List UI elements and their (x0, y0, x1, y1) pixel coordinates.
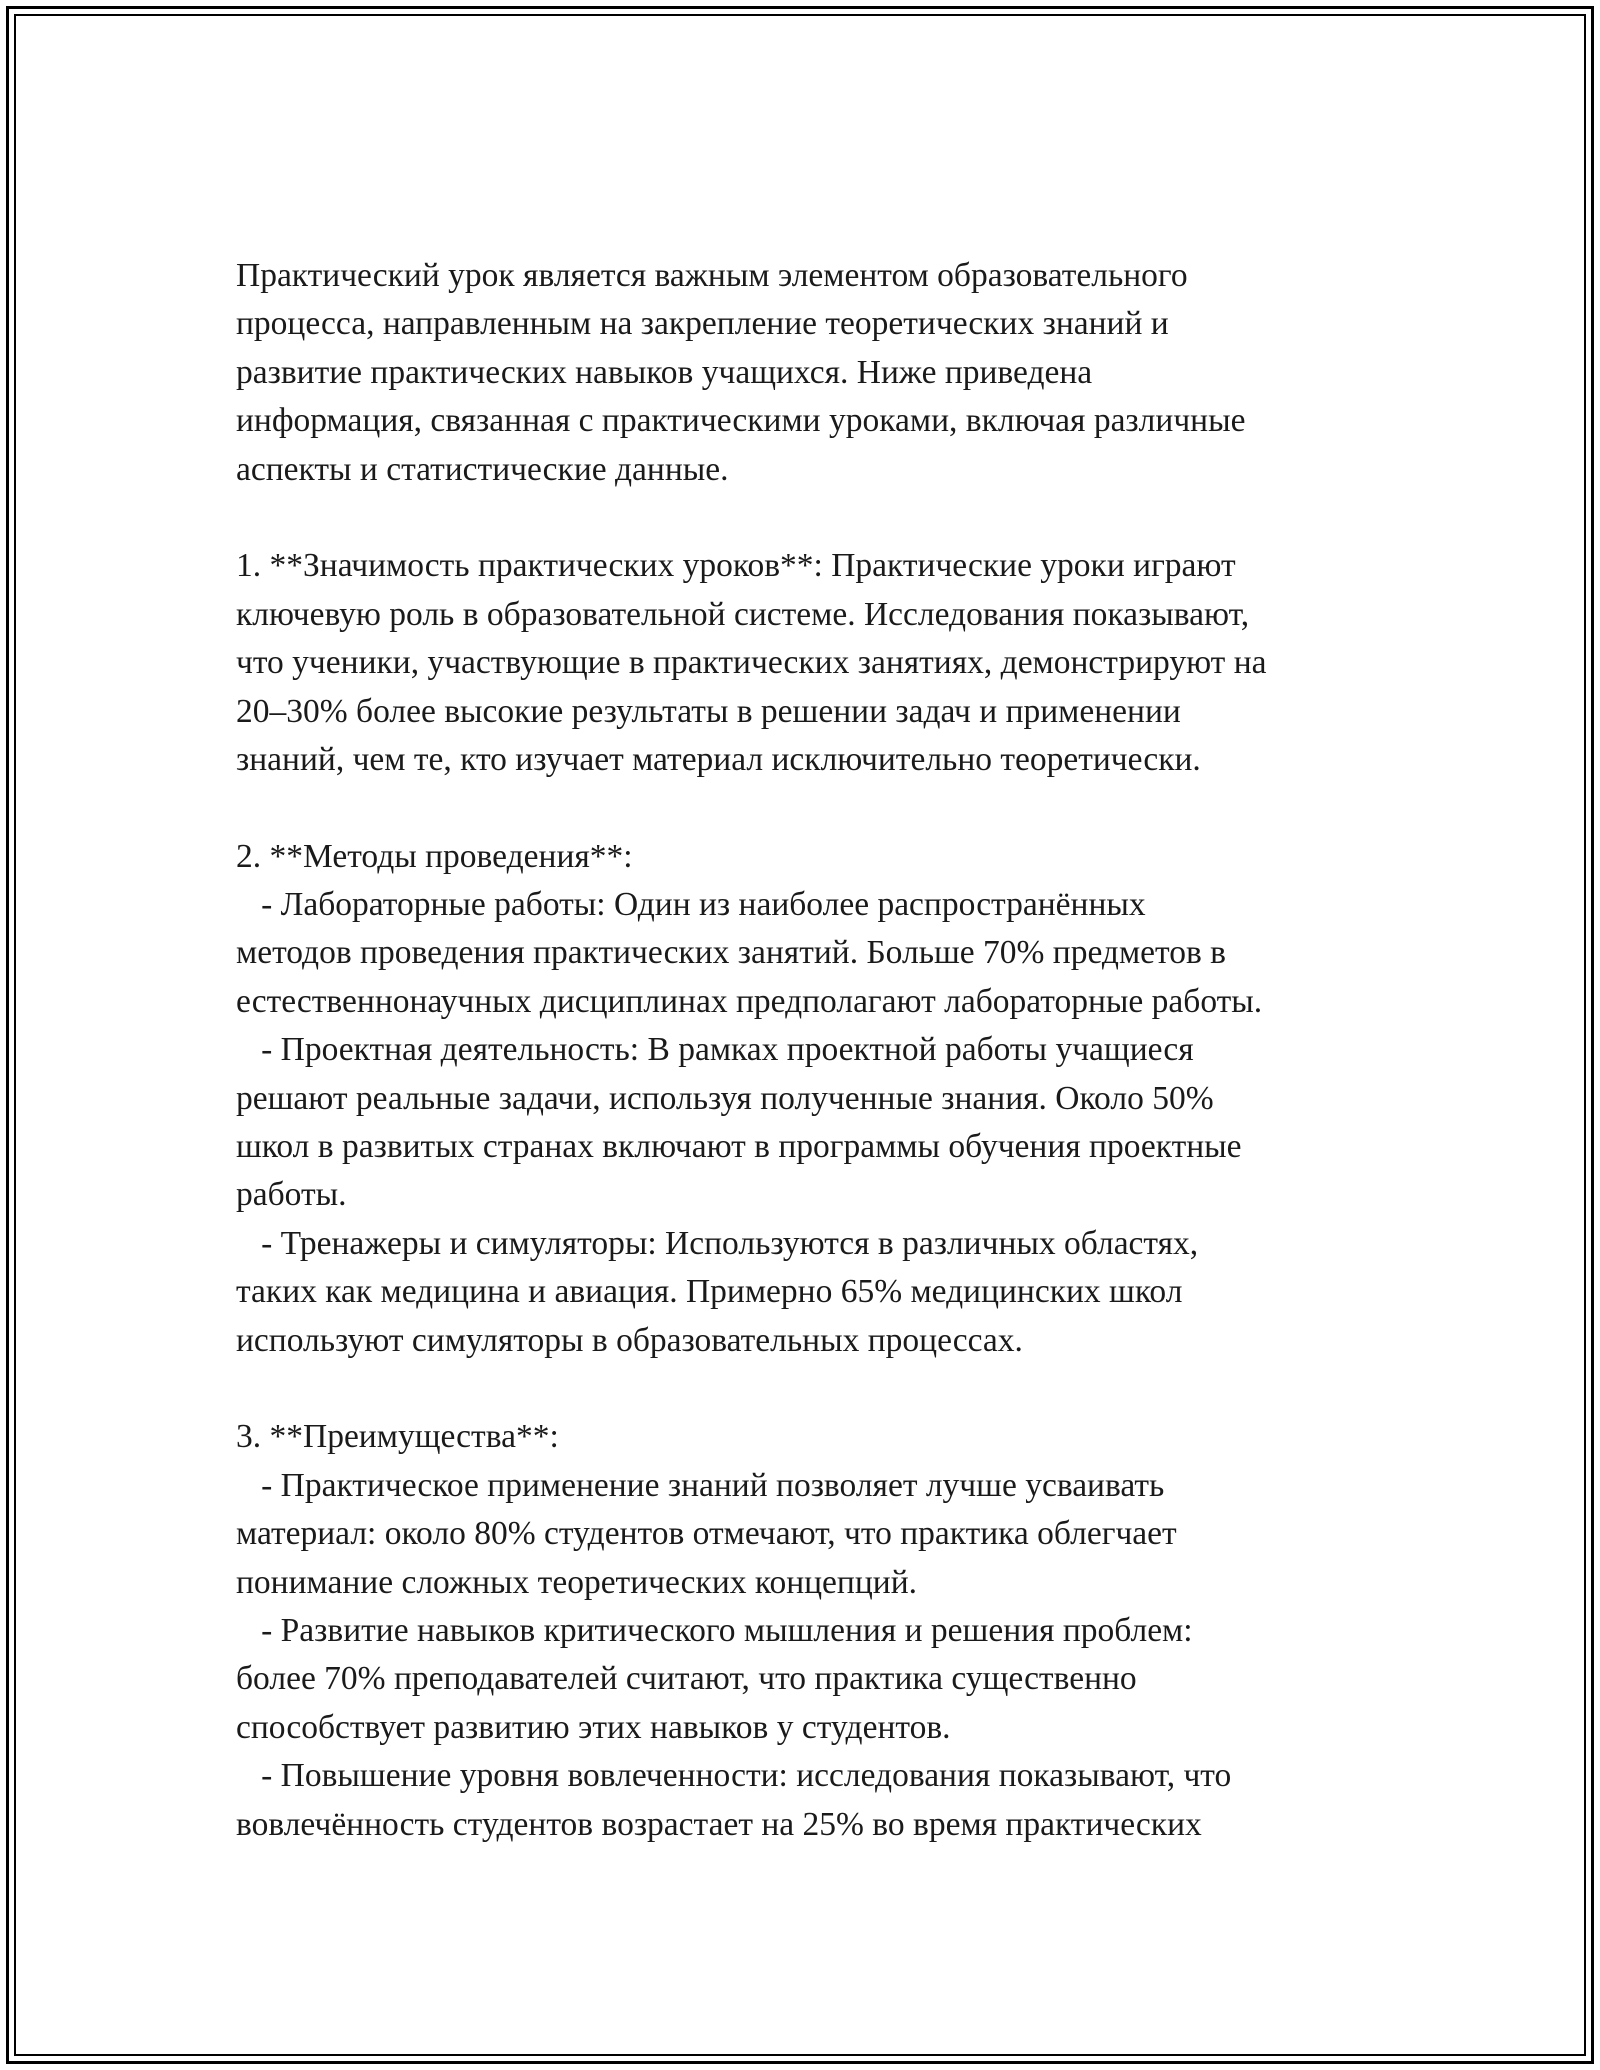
text-line: Практический урок является важным элементом образовательного (236, 257, 1188, 294)
text-line: естественнонаучных дисциплинах предполагают лабораторные работы. (236, 982, 1263, 1020)
text-line: 20–30% более высокие результаты в решении задач и применении (236, 692, 1181, 730)
text-line: способствует развитию этих навыков у студентов. (236, 1708, 951, 1746)
text-line: информация, связанная с практическими уроками, включая различные (236, 402, 1246, 440)
text-line: школ в развитых странах включают в программы обучения проектные (236, 1128, 1242, 1166)
text-line: 1. **Значимость практических уроков**: Практические уроки играют (236, 547, 1236, 585)
text-line: вовлечённость студентов возрастает на 25% во время практических (236, 1805, 1202, 1843)
text-line: знаний, чем те, кто изучает материал исключительно теоретически. (236, 740, 1201, 778)
blank-line (236, 784, 1416, 832)
text-line: - Повышение уровня вовлеченности: исследования показывают, что (236, 1757, 1232, 1795)
document-body (236, 252, 1416, 1849)
text-line: методов проведения практических занятий. Больше 70% предметов в (236, 934, 1226, 972)
text-line: ключевую роль в образовательной системе. Исследования показывают, (236, 595, 1250, 633)
text-line: работы. (236, 1176, 347, 1214)
blank-line (236, 1365, 1416, 1413)
text-line: аспекты и статистические данные. (236, 450, 729, 488)
text-line: - Практическое применение знаний позволяет лучше усваивать (236, 1466, 1165, 1504)
text-line: используют симуляторы в образовательных процессах. (236, 1321, 1023, 1359)
text-line: развитие практических навыков учащихся. Ниже приведена (236, 353, 1093, 391)
blank-line (236, 494, 1416, 542)
text-line: процесса, направленным на закрепление теоретических знаний и (236, 305, 1169, 343)
text-line: - Развитие навыков критического мышления и решения проблем: (236, 1611, 1193, 1649)
text-line: материал: около 80% студентов отмечают, что практика облегчает (236, 1515, 1177, 1553)
text-line: - Проектная деятельность: В рамках проектной работы учащиеся (236, 1031, 1194, 1069)
text-line: 3. **Преимущества**: (236, 1418, 559, 1456)
text-line: более 70% преподавателей считают, что практика существенно (236, 1660, 1137, 1698)
text-line: понимание сложных теоретических концепций. (236, 1563, 918, 1601)
text-line: - Тренажеры и симуляторы: Используются в различных областях, (236, 1224, 1199, 1262)
text-line: таких как медицина и авиация. Примерно 65% медицинских школ (236, 1273, 1183, 1311)
text-line: решают реальные задачи, используя полученные знания. Около 50% (236, 1079, 1214, 1117)
text-line: что ученики, участвующие в практических занятиях, демонстрируют на (236, 644, 1267, 682)
text-line: - Лабораторные работы: Один из наиболее распространённых (236, 886, 1146, 924)
text-line: 2. **Методы проведения**: (236, 837, 633, 875)
